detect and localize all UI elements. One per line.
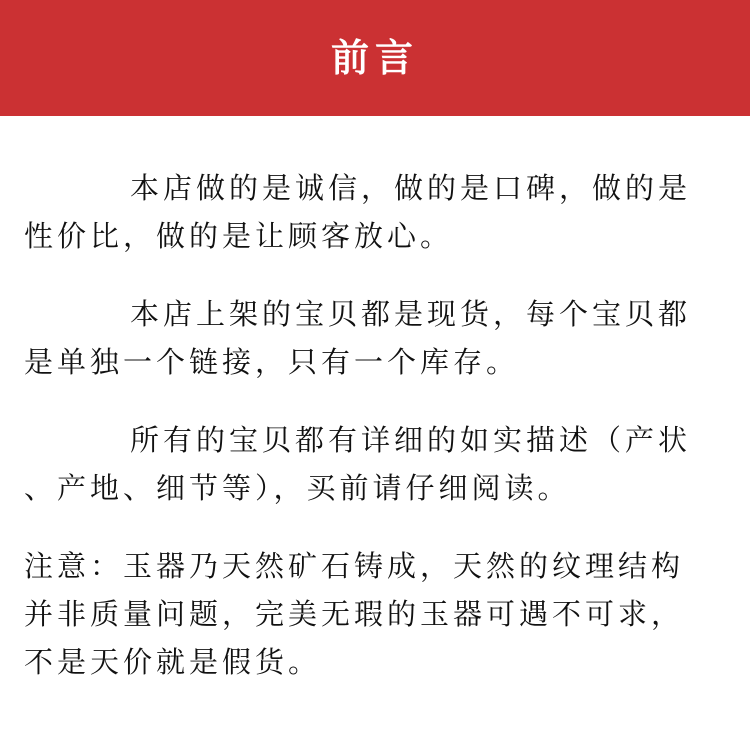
paragraph-line: 不是天价就是假货。 [24,645,322,679]
preface-content [24,164,734,686]
page-title: 前言 [330,36,419,80]
paragraph-line: 本店上架的宝贝都是现货，每个宝贝都 [130,297,692,331]
paragraph-description [24,416,734,512]
paragraph-line: 所有的宝贝都有详细的如实描述（产状 [130,423,692,457]
paragraph-line: 注意：玉器乃天然矿石铸成，天然的纹理结构 [24,549,685,583]
header-banner [0,0,750,116]
paragraph-line: 并非质量问题，完美无瑕的玉器可遇不可求， [24,597,685,631]
paragraph-integrity [24,164,734,260]
paragraph-line: 本店做的是诚信，做的是口碑，做的是 [130,171,692,205]
paragraph-line: 、产地、细节等），买前请仔细阅读。 [24,471,571,505]
paragraph-line: 性价比，做的是让顾客放心。 [24,219,454,253]
paragraph-stock [24,290,734,386]
paragraph-notice [24,542,734,686]
paragraph-line: 是单独一个链接，只有一个库存。 [24,345,520,379]
